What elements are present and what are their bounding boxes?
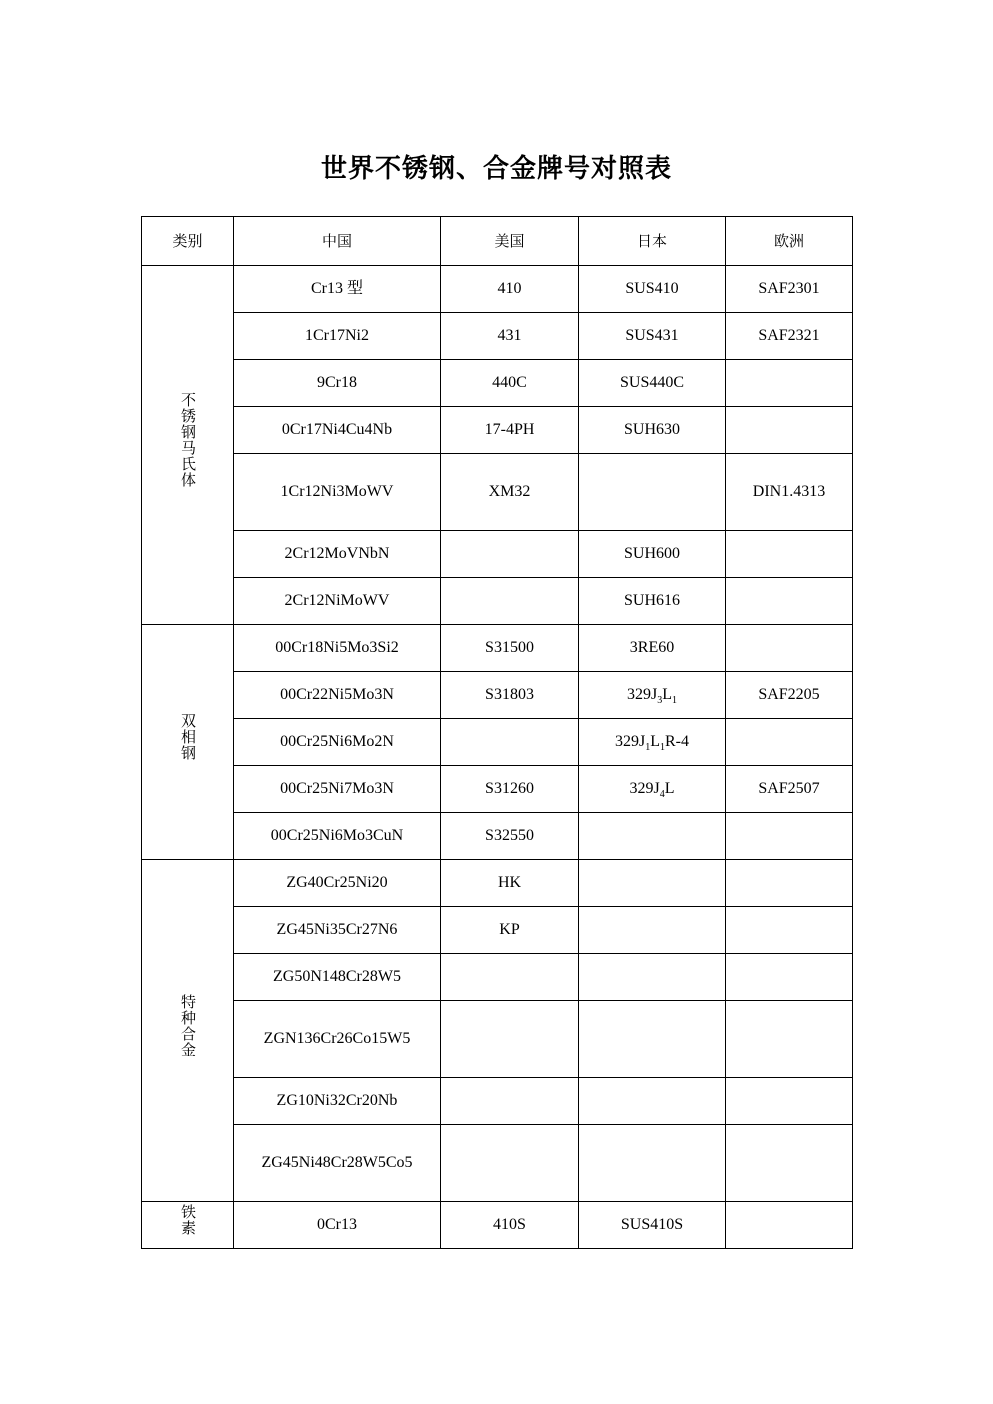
- europe-grade: [726, 578, 853, 625]
- header-usa: 美国: [441, 217, 579, 266]
- europe-grade: [726, 1001, 853, 1078]
- europe-grade: [726, 860, 853, 907]
- europe-grade: SAF2205: [726, 672, 853, 719]
- china-grade: ZG45Ni35Cr27N6: [234, 907, 441, 954]
- china-grade: ZG10Ni32Cr20Nb: [234, 1078, 441, 1125]
- table-row: [142, 1078, 853, 1125]
- table-row: [142, 907, 853, 954]
- china-grade: 9Cr18: [234, 360, 441, 407]
- europe-grade: SAF2321: [726, 313, 853, 360]
- europe-grade: SAF2507: [726, 766, 853, 813]
- usa-grade: 431: [441, 313, 579, 360]
- japan-grade: SUH616: [579, 578, 726, 625]
- china-grade: 1Cr17Ni2: [234, 313, 441, 360]
- china-grade: 00Cr22Ni5Mo3N: [234, 672, 441, 719]
- category-label: 双相钢: [179, 713, 197, 761]
- europe-grade: SAF2301: [726, 266, 853, 313]
- europe-grade: [726, 907, 853, 954]
- usa-grade: HK: [441, 860, 579, 907]
- table-row: [142, 813, 853, 860]
- china-grade: 2Cr12MoVNbN: [234, 531, 441, 578]
- usa-grade: XM32: [441, 454, 579, 531]
- japan-grade: SUH600: [579, 531, 726, 578]
- china-grade: ZG40Cr25Ni20: [234, 860, 441, 907]
- japan-grade: SUH630: [579, 407, 726, 454]
- europe-grade: [726, 360, 853, 407]
- china-grade: 00Cr18Ni5Mo3Si2: [234, 625, 441, 672]
- japan-grade: 3RE60: [579, 625, 726, 672]
- usa-grade: [441, 1078, 579, 1125]
- china-grade: ZG50N148Cr28W5: [234, 954, 441, 1001]
- table-row: [142, 454, 853, 531]
- europe-grade: DIN1.4313: [726, 454, 853, 531]
- europe-grade: [726, 1125, 853, 1202]
- table-row: [142, 625, 853, 672]
- usa-grade: [441, 531, 579, 578]
- table-row: [142, 719, 853, 766]
- china-grade: Cr13 型: [234, 266, 441, 313]
- china-grade: 00Cr25Ni7Mo3N: [234, 766, 441, 813]
- header-europe: 欧洲: [726, 217, 853, 266]
- europe-grade: [726, 813, 853, 860]
- japan-grade: [579, 1078, 726, 1125]
- japan-grade: $329J_3L_1$: [579, 672, 726, 719]
- europe-grade: [726, 407, 853, 454]
- table-row: [142, 531, 853, 578]
- usa-grade: [441, 719, 579, 766]
- steel-grade-table: [141, 216, 853, 1249]
- japan-grade: [579, 1001, 726, 1078]
- china-grade: 00Cr25Ni6Mo3CuN: [234, 813, 441, 860]
- usa-grade: KP: [441, 907, 579, 954]
- japan-grade: $329J_4L$: [579, 766, 726, 813]
- china-grade: ZGN136Cr26Co15W5: [234, 1001, 441, 1078]
- japan-grade: [579, 813, 726, 860]
- table-row: [142, 313, 853, 360]
- japan-grade: [579, 860, 726, 907]
- table-row: [142, 266, 853, 313]
- japan-grade: SUS440C: [579, 360, 726, 407]
- header-category: 类别: [142, 217, 234, 266]
- japan-grade: $329J_1L_1R-4$: [579, 719, 726, 766]
- table-row: [142, 1202, 853, 1249]
- usa-grade: [441, 1001, 579, 1078]
- table-row: [142, 766, 853, 813]
- china-grade: 1Cr12Ni3MoWV: [234, 454, 441, 531]
- china-grade: 0Cr17Ni4Cu4Nb: [234, 407, 441, 454]
- table-row: [142, 360, 853, 407]
- table-row: [142, 578, 853, 625]
- table-row: [142, 672, 853, 719]
- usa-grade: S32550: [441, 813, 579, 860]
- usa-grade: S31500: [441, 625, 579, 672]
- usa-grade: [441, 954, 579, 1001]
- usa-grade: S31803: [441, 672, 579, 719]
- china-grade: 00Cr25Ni6Mo2N: [234, 719, 441, 766]
- category-label: 铁素: [179, 1204, 197, 1236]
- category-cell: [142, 266, 234, 625]
- category-cell: [142, 1202, 234, 1249]
- china-grade: 2Cr12NiMoWV: [234, 578, 441, 625]
- usa-grade: [441, 578, 579, 625]
- usa-grade: [441, 1125, 579, 1202]
- europe-grade: [726, 1078, 853, 1125]
- header-row: [142, 217, 853, 266]
- category-label: 特种合金: [179, 993, 197, 1058]
- table-row: [142, 407, 853, 454]
- category-cell: [142, 860, 234, 1202]
- japan-grade: SUS410S: [579, 1202, 726, 1249]
- usa-grade: 410S: [441, 1202, 579, 1249]
- japan-grade: [579, 454, 726, 531]
- europe-grade: [726, 625, 853, 672]
- japan-grade: [579, 954, 726, 1001]
- usa-grade: 17-4PH: [441, 407, 579, 454]
- japan-grade: SUS410: [579, 266, 726, 313]
- table-row: [142, 1125, 853, 1202]
- japan-grade: SUS431: [579, 313, 726, 360]
- document-title: 世界不锈钢、合金牌号对照表: [320, 154, 672, 184]
- usa-grade: 440C: [441, 360, 579, 407]
- usa-grade: S31260: [441, 766, 579, 813]
- category-label: 不锈钢马氏体: [179, 392, 197, 488]
- table-row: [142, 860, 853, 907]
- europe-grade: [726, 1202, 853, 1249]
- usa-grade: 410: [441, 266, 579, 313]
- china-grade: ZG45Ni48Cr28W5Co5: [234, 1125, 441, 1202]
- china-grade: 0Cr13: [234, 1202, 441, 1249]
- table-row: [142, 954, 853, 1001]
- japan-grade: [579, 1125, 726, 1202]
- japan-grade: [579, 907, 726, 954]
- europe-grade: [726, 531, 853, 578]
- europe-grade: [726, 954, 853, 1001]
- category-cell: [142, 625, 234, 860]
- header-china: 中国: [234, 217, 441, 266]
- header-japan: 日本: [579, 217, 726, 266]
- table-row: [142, 1001, 853, 1078]
- europe-grade: [726, 719, 853, 766]
